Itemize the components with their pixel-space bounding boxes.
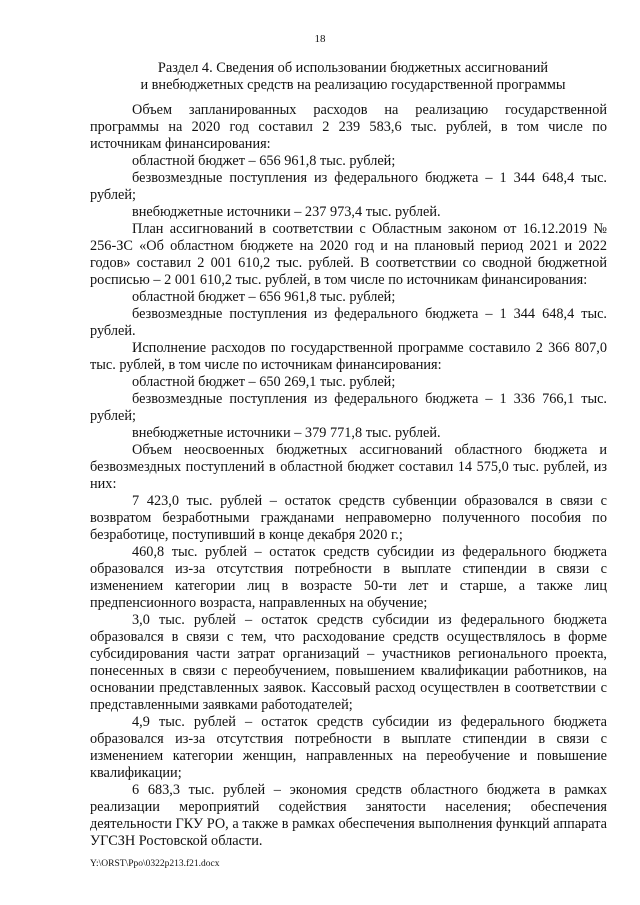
page-number: 18 <box>314 33 326 45</box>
section-heading-line-1: Раздел 4. Сведения об использовании бюджетных ассигнований <box>157 60 549 76</box>
section-heading <box>90 60 616 94</box>
paragraph-regional-budget: областной бюджет – 656 961,8 тыс. рублей; <box>132 153 396 169</box>
file-path-footer: Y:\ORST\Ppo\0322p213.f21.docx <box>90 859 220 869</box>
paragraph-allocation-plan: План ассигнований в соответствии с Областным законом от 16.12.2019 № 256-ЗС «Об областном бюджете на 2020 год и на плановый период 2021 и 2022 годов» составил 2 001 610,2 тыс. рублей. В соответствии со сводной бюджетной росписью – 2 001 610,2 тыс. рублей, в том числе по источникам финансирования: <box>90 221 607 288</box>
paragraph-unspent-subvention: 7 423,0 тыс. рублей – остаток средств субвенции образовался в связи с возвратом безработными гражданами неправомерно полученного пособия по безработице, поступивший в конце декабря 2020 г.; <box>90 493 607 543</box>
paragraph-federal-receipts: безвозмездные поступления из федерального бюджета – 1 344 648,4 тыс. рублей; <box>90 170 607 203</box>
section-heading-line-2: и внебюджетных средств на реализацию государственной программы <box>140 77 566 93</box>
paragraph-extrabudgetary-execution: внебюджетные источники – 379 771,8 тыс. рублей. <box>132 425 441 441</box>
paragraph-regional-budget-execution: областной бюджет – 650 269,1 тыс. рублей; <box>132 374 396 390</box>
paragraph-unspent-total: Объем неосвоенных бюджетных ассигнований областного бюджета и безвозмездных поступлений в областной бюджет составил 14 575,0 тыс. рублей, из них: <box>90 442 607 492</box>
paragraph-regional-budget-plan: областной бюджет – 656 961,8 тыс. рублей; <box>132 289 396 305</box>
paragraph-unspent-subsidy-organizations: 3,0 тыс. рублей – остаток средств субсидии из федерального бюджета образовался в связи с тем, что расходование средств осуществлялось в форме субсидирования части затрат организаций – участников регионального проекта, понесенных в связи с переобучением, повышением квалификации работников, на основании представленных заявок. Кассовый расход осуществлен в соответствии с представленными заявками работодателей; <box>90 612 607 713</box>
paragraph-planned-expenses: Объем запланированных расходов на реализацию государственной программы на 2020 год составил 2 239 583,6 тыс. рублей, в том числе по источникам финансирования: <box>90 102 607 152</box>
paragraph-federal-receipts-execution: безвозмездные поступления из федерального бюджета – 1 336 766,1 тыс. рублей; <box>90 391 607 424</box>
paragraph-execution: Исполнение расходов по государственной программе составило 2 366 807,0 тыс. рублей, в том числе по источникам финансирования: <box>90 340 607 373</box>
paragraph-extrabudgetary: внебюджетные источники – 237 973,4 тыс. рублей. <box>132 204 441 220</box>
paragraph-federal-receipts-plan: безвозмездные поступления из федерального бюджета – 1 344 648,4 тыс. рублей. <box>90 306 607 339</box>
document-body <box>90 102 607 850</box>
paragraph-savings-regional: 6 683,3 тыс. рублей – экономия средств областного бюджета в рамках реализации мероприятий содействия занятости населения; обеспечения деятельности ГКУ РО, а также в рамках обеспечения выполнения функций аппарата УГСЗН Ростовской области. <box>90 782 607 849</box>
paragraph-unspent-subsidy-women: 4,9 тыс. рублей – остаток средств субсидии из федерального бюджета образовался из-за отсутствия потребности в выплате стипендии в связи с изменением категории женщин, направленных на переобучение и повышение квалификации; <box>90 714 607 781</box>
paragraph-unspent-subsidy-50plus: 460,8 тыс. рублей – остаток средств субсидии из федерального бюджета образовался из-за отсутствия потребности в выплате стипендии в связи с изменением категории лиц в возрасте 50-ти лет и старше, а также лиц предпенсионного возраста, направленных на обучение; <box>90 544 607 611</box>
